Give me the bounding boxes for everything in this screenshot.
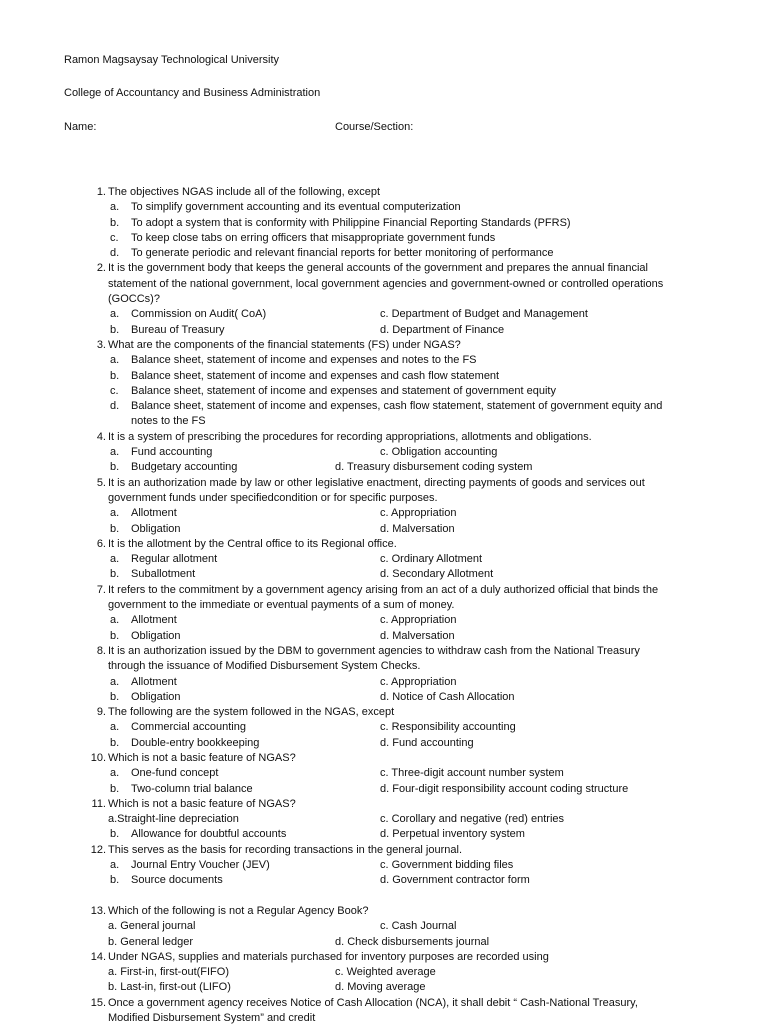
question-stem [0, 797, 768, 812]
option-letter: b. [110, 461, 120, 474]
option-d: d. Malversation [380, 629, 455, 642]
name-course-row [64, 121, 664, 135]
question-continuation [0, 292, 768, 307]
option-a: a. First-in, first-out(FIFO) [108, 966, 229, 979]
question-stem [0, 705, 768, 720]
option-d: d. Department of Finance [380, 323, 505, 336]
question-text: It refers to the commitment by a government agency arising from an act of a duly authorized official that binds the [108, 583, 659, 596]
option-text: One-fund concept [131, 767, 219, 780]
continuation-text: through the issuance of Modified Disbursement System Checks. [108, 660, 421, 673]
option-a: a.Straight-line depreciation [108, 813, 239, 826]
option-row [0, 307, 768, 322]
option-row [0, 935, 768, 950]
option-d: d. Malversation [380, 522, 455, 535]
option-d: d. Secondary Allotment [380, 568, 494, 581]
question-text: Which is not a basic feature of NGAS? [108, 797, 296, 810]
option-letter: b. [110, 736, 120, 749]
question-number: 12. [90, 843, 106, 856]
option-row [0, 399, 768, 414]
option-text: Allotment [131, 675, 177, 688]
option-d: d. Moving average [335, 981, 426, 994]
continuation-text: (GOCCs)? [108, 293, 160, 306]
option-c: c. Obligation accounting [380, 446, 498, 459]
option-text: Balance sheet, statement of income and expenses and notes to the FS [131, 354, 477, 367]
question-number: 4. [96, 430, 106, 443]
option-text: Budgetary accounting [131, 461, 238, 474]
option-letter: a. [110, 354, 120, 367]
continuation-text: Modified Disbursement System” and credit [108, 1012, 316, 1025]
question-number: 6. [96, 537, 106, 550]
option-row [0, 720, 768, 735]
question-number: 7. [96, 583, 106, 596]
option-letter: b. [110, 369, 120, 382]
question-number: 2. [96, 262, 106, 275]
option-letter: a. [110, 446, 120, 459]
option-text: Two-column trial balance [131, 782, 253, 795]
option-text: Allotment [131, 507, 177, 520]
question-continuation [0, 491, 768, 506]
option-row [0, 965, 768, 980]
question-text: It is the allotment by the Central office to its Regional office. [108, 537, 397, 550]
option-text: Regular allotment [131, 553, 218, 566]
option-c: c. Department of Budget and Management [380, 308, 588, 321]
option-letter: a. [110, 859, 120, 872]
option-d: d. Perpetual inventory system [380, 828, 525, 841]
college-name: College of Accountancy and Business Administration [64, 87, 321, 99]
question-stem [0, 996, 768, 1011]
option-d: d. Check disbursements journal [335, 935, 490, 948]
question-continuation [0, 277, 768, 292]
question-continuation [0, 659, 768, 674]
option-c: c. Ordinary Allotment [380, 553, 483, 566]
option-d: d. Treasury disbursement coding system [335, 461, 533, 474]
option-text: Suballotment [131, 568, 196, 581]
option-text: Balance sheet, statement of income and expenses and statement of government equity [131, 384, 556, 397]
question-text: The following are the system followed in the NGAS, except [108, 706, 395, 719]
question-text: What are the components of the financial statements (FS) under NGAS? [108, 338, 461, 351]
question-continuation [0, 598, 768, 613]
question-number: 11. [91, 797, 106, 810]
question-stem [0, 950, 768, 965]
option-text: To adopt a system that is conformity with Philippine Financial Reporting Standards (PFRS) [131, 216, 571, 229]
blank-line [0, 889, 768, 904]
option-letter: a. [110, 675, 120, 688]
option-letter: b. [110, 568, 120, 581]
option-row [0, 858, 768, 873]
option-text: Bureau of Treasury [131, 323, 225, 336]
question-number: 8. [96, 644, 106, 657]
option-text: Allowance for doubtful accounts [131, 828, 287, 841]
option-row [0, 782, 768, 797]
option-letter: b. [110, 629, 120, 642]
option-text: Journal Entry Voucher (JEV) [131, 859, 270, 872]
option-text: Obligation [131, 522, 181, 535]
option-letter: a. [110, 767, 120, 780]
option-c: c. Weighted average [335, 966, 436, 979]
option-letter: b. [110, 782, 120, 795]
option-text: Commercial accounting [131, 721, 246, 734]
option-c: c. Appropriation [380, 507, 457, 520]
option-row [0, 323, 768, 338]
question-number: 3. [96, 338, 106, 351]
option-row [0, 506, 768, 521]
option-row [0, 736, 768, 751]
option-row [0, 690, 768, 705]
question-number: 15. [90, 996, 106, 1009]
option-c: c. Appropriation [380, 614, 457, 627]
option-row [0, 353, 768, 368]
option-d: d. Fund accounting [380, 736, 474, 749]
question-stem [0, 644, 768, 659]
question-text: Which of the following is not a Regular Agency Book? [108, 904, 369, 917]
option-text: Commission on Audit( CoA) [131, 308, 267, 321]
question-list [0, 185, 768, 1026]
option-text: To keep close tabs on erring officers that misappropriate government funds [131, 231, 496, 244]
continuation-text: government to the immediate or eventual payments of a sum of money. [108, 599, 455, 612]
question-stem [0, 185, 768, 200]
option-b: b. Last-in, first-out (LIFO) [108, 981, 231, 994]
option-text: Fund accounting [131, 446, 213, 459]
option-letter: a. [110, 201, 120, 214]
option-row [0, 246, 768, 261]
option-d: d. Notice of Cash Allocation [380, 690, 515, 703]
option-row [0, 369, 768, 384]
question-stem [0, 583, 768, 598]
question-stem [0, 537, 768, 552]
question-text: Under NGAS, supplies and materials purchased for inventory purposes are recorded using [108, 950, 549, 963]
option-letter: a. [110, 721, 120, 734]
question-text: This serves as the basis for recording transactions in the general journal. [108, 843, 463, 856]
option-letter: d. [110, 247, 120, 260]
question-number: 1. [96, 186, 106, 198]
course-section-label: Course/Section: [335, 121, 414, 133]
question-stem [0, 843, 768, 858]
option-c: c. Three-digit account number system [380, 767, 564, 780]
option-letter: c. [110, 384, 119, 397]
question-stem [0, 430, 768, 445]
option-letter: b. [110, 690, 120, 703]
continuation-text: notes to the FS [131, 415, 206, 428]
question-stem [0, 904, 768, 919]
question-number: 14. [90, 950, 106, 963]
option-c: c. Cash Journal [380, 920, 457, 933]
option-letter: b. [110, 874, 120, 887]
question-number: 9. [96, 706, 106, 719]
question-number: 10. [90, 751, 106, 764]
option-text: Obligation [131, 629, 181, 642]
option-row [0, 675, 768, 690]
option-row [0, 522, 768, 537]
question-number: 5. [96, 476, 106, 489]
question-text: It is the government body that keeps the general accounts of the government and prepares the annual financial [108, 262, 648, 275]
question-stem [0, 476, 768, 491]
option-b: b. General ledger [108, 935, 193, 948]
option-row [0, 384, 768, 399]
question-text: Once a government agency receives Notice of Cash Allocation (NCA), it shall debit “ Cash-National Treasury, [108, 996, 638, 1009]
option-letter: b. [110, 323, 120, 336]
option-row [0, 613, 768, 628]
option-continuation [0, 414, 768, 429]
option-row [0, 552, 768, 567]
question-text: It is an authorization made by law or other legislative enactment, directing payments of goods and services out [108, 476, 645, 489]
continuation-text: statement of the national government, local government agencies and government-owned or controlled operations [108, 277, 664, 290]
question-number: 13. [90, 904, 106, 917]
option-text: To simplify government accounting and its eventual computerization [131, 201, 461, 214]
option-text: To generate periodic and relevant financial reports for better monitoring of performance [131, 247, 554, 260]
name-label: Name: [64, 121, 97, 133]
option-text: Obligation [131, 690, 181, 703]
question-text: It is a system of prescribing the procedures for recording appropriations, allotments and obligations. [108, 430, 592, 443]
question-stem [0, 338, 768, 353]
option-row [0, 980, 768, 995]
option-d: d. Four-digit responsibility account coding structure [380, 782, 629, 795]
option-row [0, 919, 768, 934]
question-text: Which is not a basic feature of NGAS? [108, 751, 296, 764]
option-a: a. General journal [108, 920, 196, 933]
question-text: It is an authorization issued by the DBM to government agencies to withdraw cash from the National Treasury [108, 644, 640, 657]
option-letter: a. [110, 507, 120, 520]
option-row [0, 445, 768, 460]
option-letter: d. [110, 400, 120, 413]
option-text: Source documents [131, 874, 223, 887]
option-row [0, 460, 768, 475]
option-row [0, 567, 768, 582]
option-c: c. Responsibility accounting [380, 721, 516, 734]
option-row [0, 827, 768, 842]
option-letter: a. [110, 553, 120, 566]
option-row [0, 873, 768, 888]
option-row [0, 812, 768, 827]
question-text: The objectives NGAS include all of the following, except [108, 186, 381, 198]
option-text: Balance sheet, statement of income and expenses and cash flow statement [131, 369, 500, 382]
option-letter: b. [110, 828, 120, 841]
option-row [0, 629, 768, 644]
option-letter: b. [110, 216, 120, 229]
question-stem [0, 261, 768, 276]
option-letter: c. [110, 231, 119, 244]
option-text: Balance sheet, statement of income and expenses, cash flow statement, statement of government equity and [131, 400, 663, 413]
option-text: Double-entry bookkeeping [131, 736, 260, 749]
university-name: Ramon Magsaysay Technological University [64, 54, 280, 66]
option-d: d. Government contractor form [380, 874, 530, 887]
option-letter: b. [110, 522, 120, 535]
continuation-text: government funds under specifiedcondition or for specific purposes. [108, 491, 438, 504]
option-c: c. Corollary and negative (red) entries [380, 813, 565, 826]
option-c: c. Government bidding files [380, 859, 514, 872]
option-row [0, 216, 768, 231]
option-letter: a. [110, 308, 120, 321]
option-letter: a. [110, 614, 120, 627]
option-text: Allotment [131, 614, 177, 627]
option-c: c. Appropriation [380, 675, 457, 688]
option-row [0, 200, 768, 215]
option-row [0, 231, 768, 246]
option-row [0, 766, 768, 781]
question-stem [0, 751, 768, 766]
